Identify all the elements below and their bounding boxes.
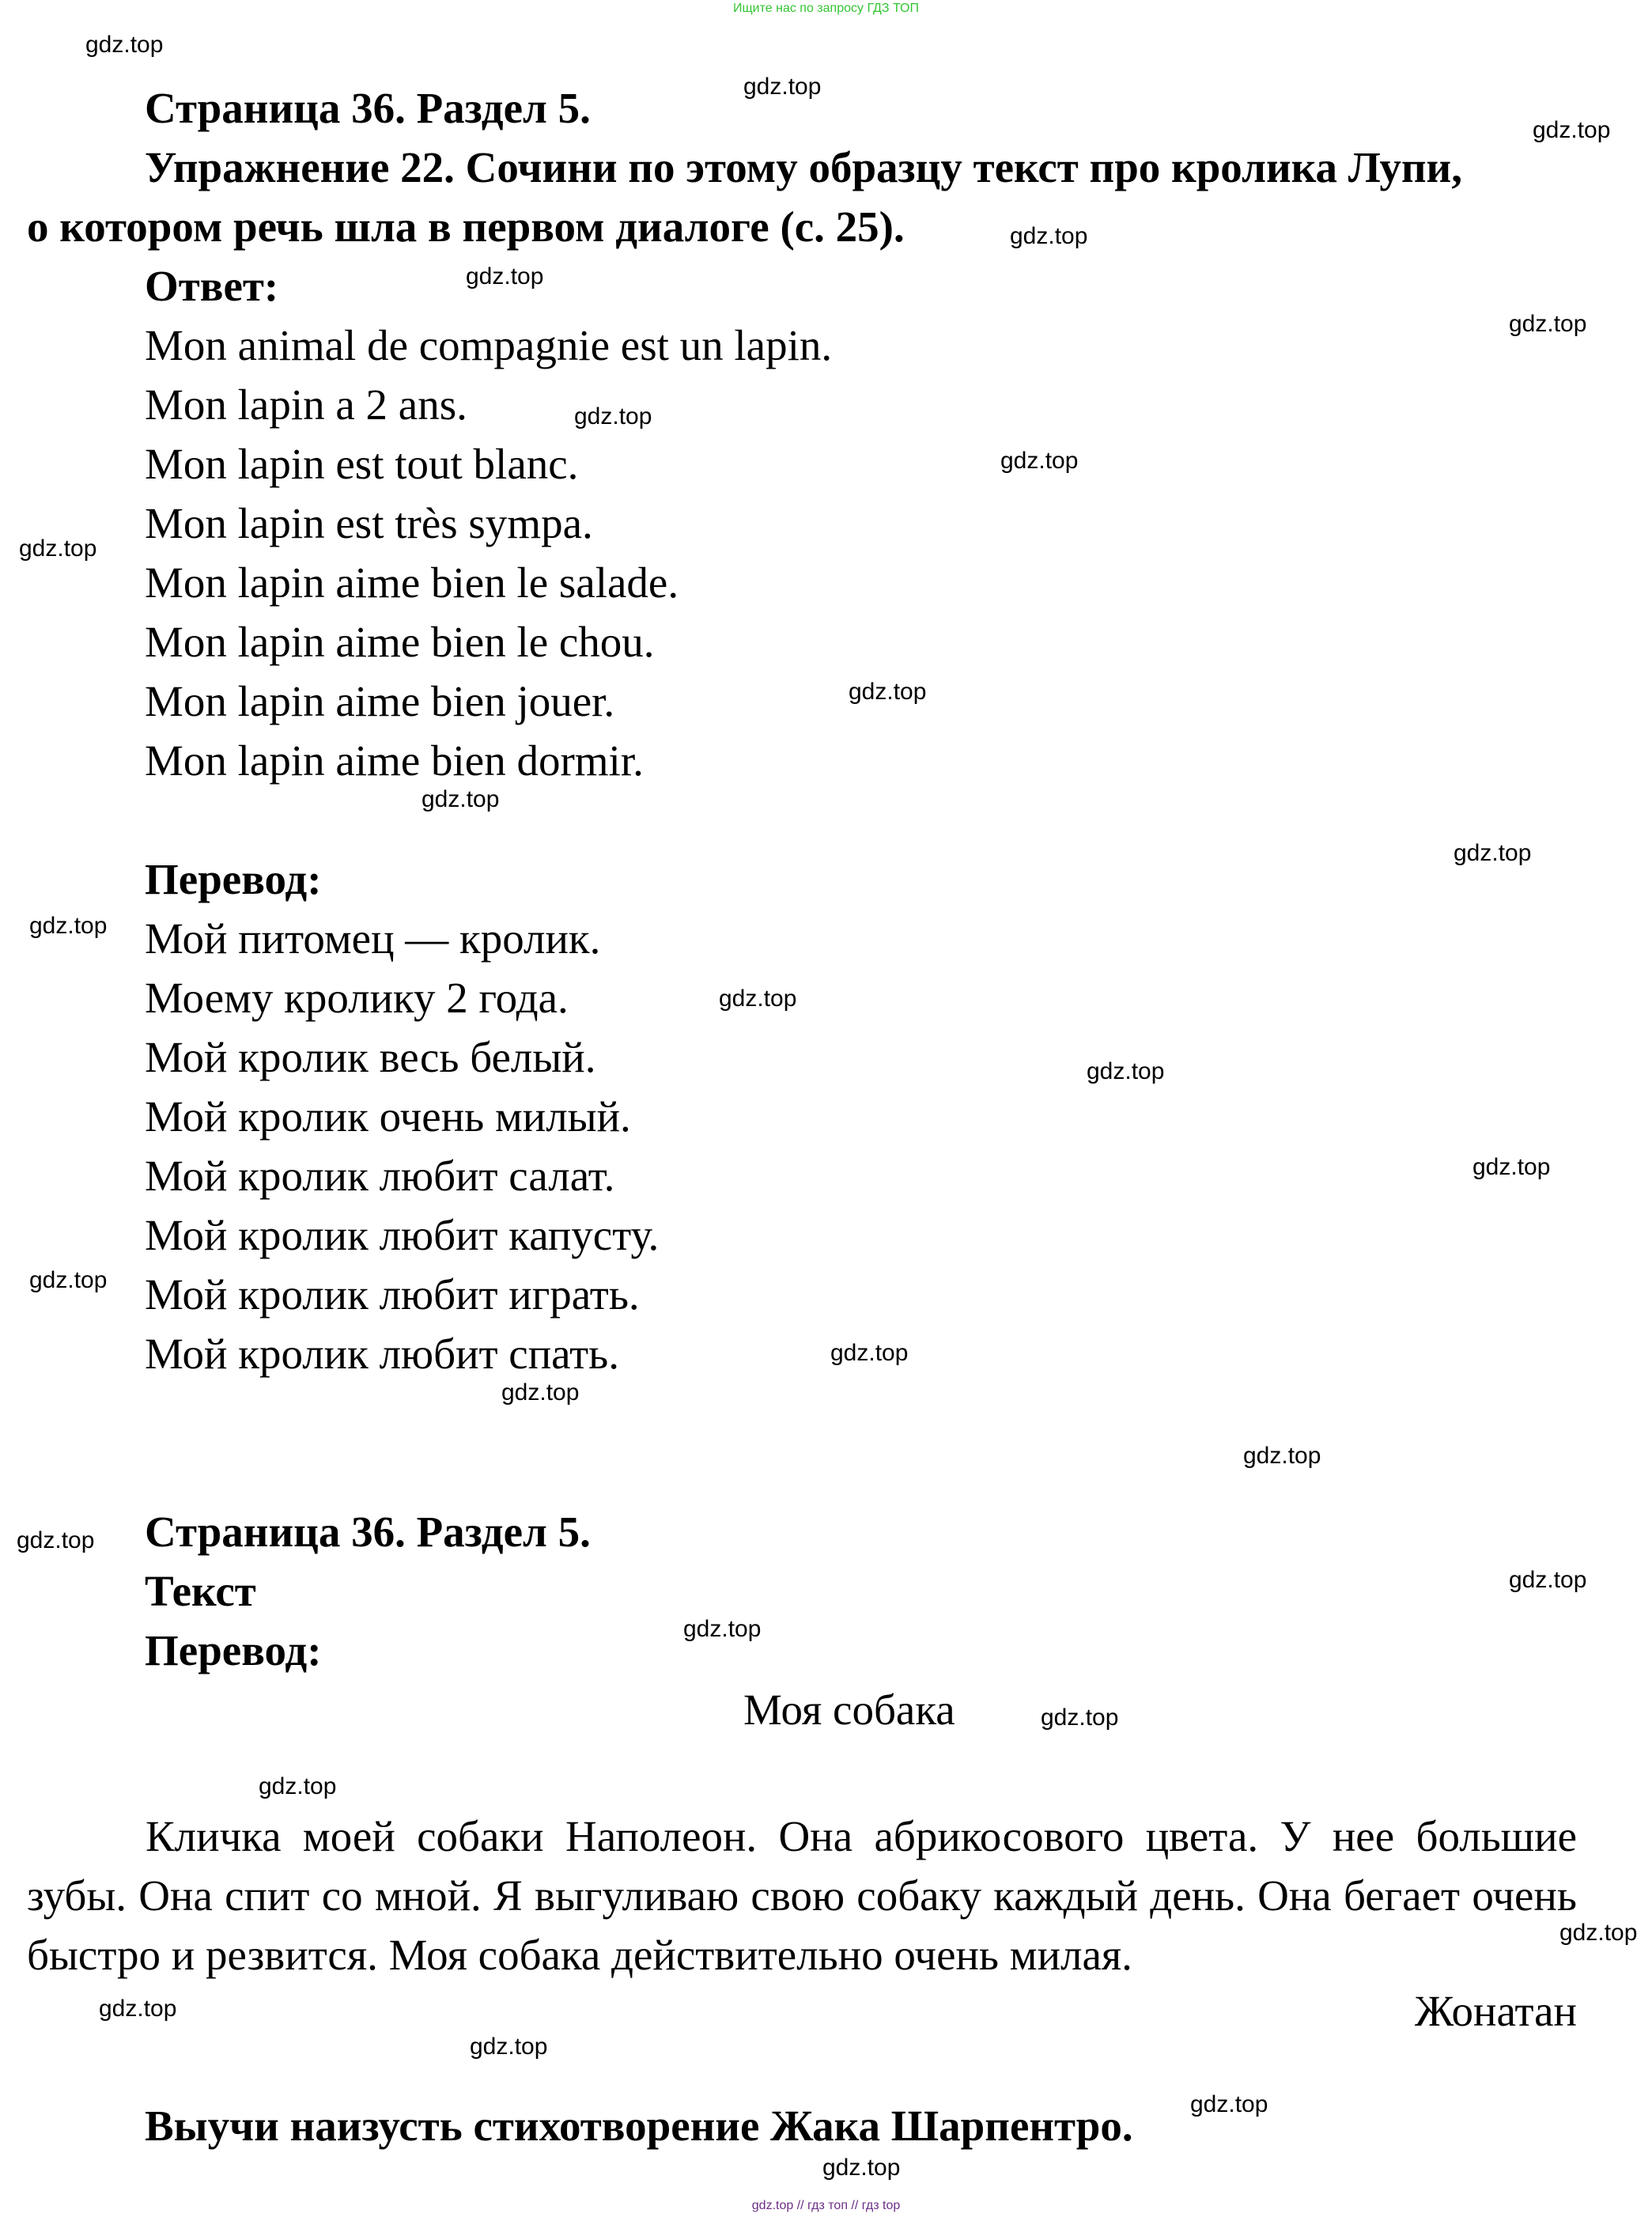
- watermark: gdz.top: [259, 1773, 337, 1799]
- translation-label: Перевод:: [145, 855, 322, 903]
- answer-line: Mon lapin aime bien le chou.: [145, 618, 655, 666]
- translation-label-2: Перевод:: [145, 1626, 322, 1674]
- translation-line: Моему кролику 2 года.: [145, 974, 569, 1022]
- watermark: gdz.top: [99, 1996, 177, 2022]
- answer-line: Mon lapin est tout blanc.: [145, 440, 579, 488]
- section2-heading: Страница 36. Раздел 5.: [145, 1508, 591, 1556]
- watermark: gdz.top: [19, 535, 97, 562]
- watermark: gdz.top: [1533, 117, 1611, 143]
- watermark: gdz.top: [1087, 1058, 1165, 1084]
- watermark: gdz.top: [822, 2155, 901, 2181]
- watermark: gdz.top: [501, 1379, 580, 1406]
- footer-links: gdz.top // гдз топ // гдз top: [751, 2199, 901, 2212]
- watermark: gdz.top: [29, 913, 108, 939]
- watermark: gdz.top: [1000, 448, 1079, 474]
- translation-line: Мой кролик очень милый.: [145, 1092, 631, 1141]
- answer-line: Mon lapin aime bien le salade.: [145, 558, 679, 607]
- story-author: Жонатан: [1415, 1987, 1577, 2035]
- watermark: gdz.top: [830, 1340, 909, 1366]
- answer-line: Mon lapin a 2 ans.: [145, 380, 467, 429]
- watermark: gdz.top: [29, 1267, 108, 1293]
- watermark: gdz.top: [1243, 1443, 1321, 1469]
- answer-label: Ответ:: [145, 262, 279, 310]
- translation-line: Мой питомец — кролик.: [145, 914, 601, 963]
- watermark: gdz.top: [683, 1616, 762, 1642]
- translation-line: Мой кролик любит спать.: [145, 1330, 620, 1378]
- watermark: gdz.top: [1509, 311, 1587, 337]
- translation-line: Мой кролик весь белый.: [145, 1033, 596, 1081]
- answer-line: Mon lapin aime bien dormir.: [145, 736, 644, 785]
- task-line-1: Упражнение 22. Сочини по этому образцу текст про кролика Лупи,: [145, 143, 1462, 191]
- answer-line: Mon animal de compagnie est un lapin.: [145, 321, 833, 369]
- watermark: gdz.top: [1472, 1154, 1551, 1180]
- watermark: gdz.top: [1010, 223, 1088, 249]
- watermark: gdz.top: [1041, 1705, 1119, 1731]
- watermark: gdz.top: [85, 32, 164, 58]
- watermark: gdz.top: [422, 786, 500, 812]
- watermark: gdz.top: [719, 986, 797, 1012]
- story-paragraph: Кличка моей собаки Наполеон. Она абрикосового цвета. У нее большие зубы. Она спит со мной. Я выгуливаю свою собаку каждый день. Она бегает очень быстро и резвится. Моя собака действительно очень милая.: [27, 1812, 1577, 1979]
- task-line-2: о котором речь шла в первом диалоге (с. 25).: [27, 202, 905, 251]
- watermark: gdz.top: [17, 1527, 95, 1553]
- watermark: gdz.top: [743, 74, 822, 100]
- story-title: Моя собака: [743, 1686, 955, 1734]
- watermark: gdz.top: [1190, 2091, 1268, 2117]
- watermark: gdz.top: [470, 2034, 548, 2060]
- memorize-task: Выучи наизусть стихотворение Жака Шарпентро.: [145, 2102, 1133, 2150]
- translation-line: Мой кролик любит капусту.: [145, 1211, 660, 1259]
- watermark: gdz.top: [1509, 1567, 1587, 1593]
- watermark: gdz.top: [1559, 1920, 1638, 1946]
- translation-line: Мой кролик любит салат.: [145, 1152, 615, 1200]
- watermark: gdz.top: [849, 679, 927, 705]
- answer-line: Mon lapin aime bien jouer.: [145, 677, 615, 725]
- section1-heading: Страница 36. Раздел 5.: [145, 84, 591, 132]
- watermark: gdz.top: [574, 403, 652, 429]
- watermark: gdz.top: [466, 263, 544, 289]
- answer-line: Mon lapin est très sympa.: [145, 499, 593, 547]
- translation-line: Мой кролик любит играть.: [145, 1270, 640, 1319]
- watermark: gdz.top: [1454, 840, 1532, 866]
- search-banner: Ищите нас по запросу ГДЗ ТОП: [733, 2, 919, 15]
- text-label: Текст: [145, 1567, 256, 1615]
